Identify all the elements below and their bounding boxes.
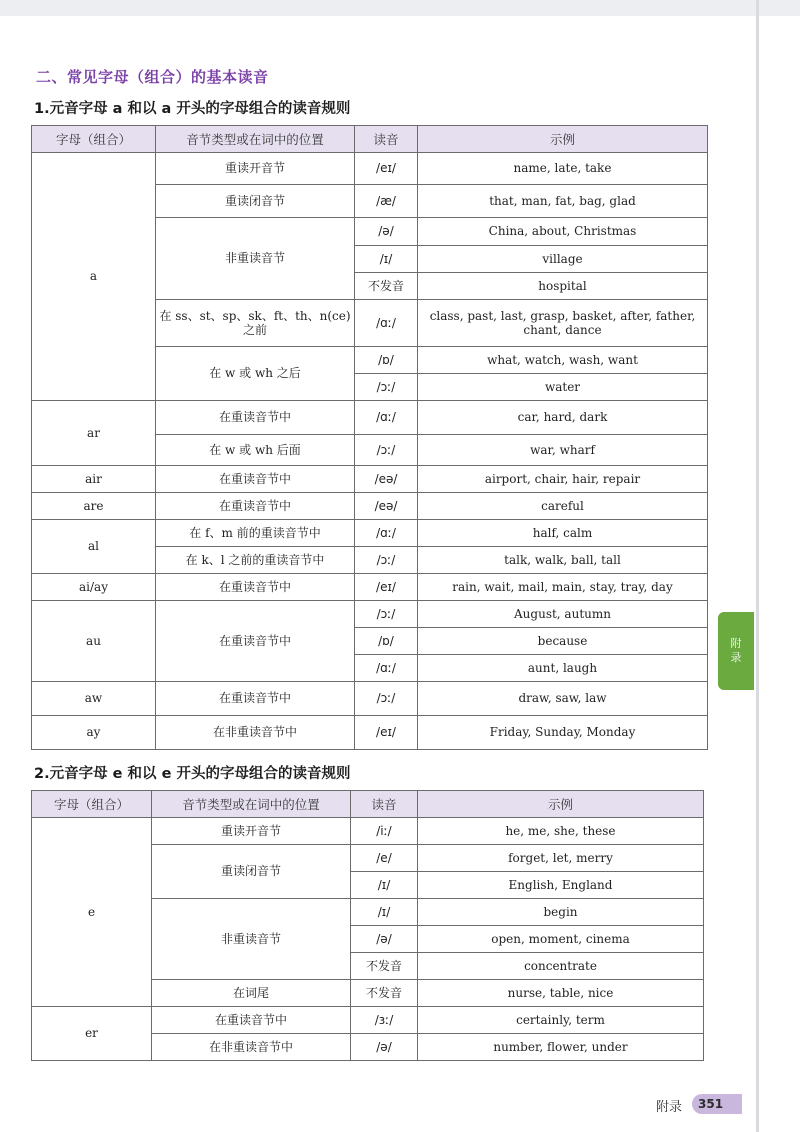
example-cell: he, me, she, these	[418, 818, 704, 845]
position-cell: 重读闭音节	[156, 185, 355, 218]
example-cell: class, past, last, grasp, basket, after, father, chant, dance	[418, 300, 708, 347]
letter-cell: a	[32, 153, 156, 401]
pronunciation-cell: 不发音	[355, 273, 418, 300]
position-cell: 非重读音节	[152, 899, 351, 980]
pronunciation-cell: /ɔː/	[355, 682, 418, 716]
position-cell: 在 w 或 wh 之后	[156, 347, 355, 401]
example-cell: because	[418, 628, 708, 655]
example-cell: aunt, laugh	[418, 655, 708, 682]
pronunciation-cell: /eə/	[355, 493, 418, 520]
pronunciation-cell: /ɔː/	[355, 601, 418, 628]
header-pronunciation: 读音	[355, 126, 418, 153]
example-cell: certainly, term	[418, 1007, 704, 1034]
pronunciation-cell: /ɔː/	[355, 547, 418, 574]
example-cell: airport, chair, hair, repair	[418, 466, 708, 493]
example-cell: August, autumn	[418, 601, 708, 628]
pronunciation-cell: /ə/	[351, 1034, 418, 1061]
position-cell: 非重读音节	[156, 218, 355, 300]
pronunciation-cell: /ɑː/	[355, 520, 418, 547]
example-cell: war, wharf	[418, 435, 708, 466]
example-cell: nurse, table, nice	[418, 980, 704, 1007]
pronunciation-cell: /ɑː/	[355, 300, 418, 347]
letter-cell: ar	[32, 401, 156, 466]
letter-cell: ay	[32, 716, 156, 750]
pronunciation-cell: /iː/	[351, 818, 418, 845]
footer-label: 附录	[656, 1100, 683, 1115]
example-cell: begin	[418, 899, 704, 926]
page-number: 351	[692, 1094, 742, 1114]
position-cell: 在词尾	[152, 980, 351, 1007]
pronunciation-cell: /ɒ/	[355, 347, 418, 374]
position-cell: 重读闭音节	[152, 845, 351, 899]
pronunciation-cell: /ɑː/	[355, 401, 418, 435]
pronunciation-cell: /ə/	[355, 218, 418, 246]
example-cell: half, calm	[418, 520, 708, 547]
letter-cell: aw	[32, 682, 156, 716]
letter-cell: al	[32, 520, 156, 574]
pronunciation-cell: /ɔː/	[355, 435, 418, 466]
pronunciation-cell: /e/	[351, 845, 418, 872]
letter-cell: ai/ay	[32, 574, 156, 601]
position-cell: 在 ss、st、sp、sk、ft、th、n(ce) 之前	[156, 300, 355, 347]
pronunciation-cell: /ə/	[351, 926, 418, 953]
header-position: 音节类型或在词中的位置	[152, 791, 351, 818]
example-cell: English, England	[418, 872, 704, 899]
pronunciation-cell: /eɪ/	[355, 716, 418, 750]
position-cell: 在 k、l 之前的重读音节中	[156, 547, 355, 574]
table-row	[32, 716, 708, 750]
position-cell: 在非重读音节中	[156, 716, 355, 750]
table-1-header-row	[32, 126, 708, 153]
pronunciation-cell: /ɪ/	[351, 899, 418, 926]
page-edge	[756, 0, 759, 1132]
example-cell: draw, saw, law	[418, 682, 708, 716]
example-cell: name, late, take	[418, 153, 708, 185]
pronunciation-cell: 不发音	[351, 980, 418, 1007]
example-cell: careful	[418, 493, 708, 520]
letter-cell: are	[32, 493, 156, 520]
table-row	[32, 682, 708, 716]
pronunciation-cell: /ɒ/	[355, 628, 418, 655]
example-cell: open, moment, cinema	[418, 926, 704, 953]
example-cell: water	[418, 374, 708, 401]
example-cell: rain, wait, mail, main, stay, tray, day	[418, 574, 708, 601]
pronunciation-cell: /ɑː/	[355, 655, 418, 682]
header-position: 音节类型或在词中的位置	[156, 126, 355, 153]
appendix-side-tab	[718, 612, 754, 690]
table-1-pronunciation-a	[31, 125, 708, 750]
table-row	[32, 401, 708, 435]
table-row	[32, 1007, 704, 1034]
example-cell: forget, let, merry	[418, 845, 704, 872]
position-cell: 在重读音节中	[156, 493, 355, 520]
header-example: 示例	[418, 126, 708, 153]
position-cell: 在 f、m 前的重读音节中	[156, 520, 355, 547]
position-cell: 在重读音节中	[156, 574, 355, 601]
table-2-title: 2.元音字母 e 和以 e 开头的字母组合的读音规则	[34, 766, 351, 782]
example-cell: number, flower, under	[418, 1034, 704, 1061]
table-row	[32, 574, 708, 601]
table-row	[32, 153, 708, 185]
position-cell: 在重读音节中	[152, 1007, 351, 1034]
header-letter: 字母（组合）	[32, 791, 152, 818]
header-pronunciation: 读音	[351, 791, 418, 818]
pronunciation-cell: /eɪ/	[355, 574, 418, 601]
pronunciation-cell: /ɪ/	[351, 872, 418, 899]
pronunciation-cell: /ɔː/	[355, 374, 418, 401]
table-1-title: 1.元音字母 a 和以 a 开头的字母组合的读音规则	[34, 101, 351, 117]
position-cell: 在重读音节中	[156, 601, 355, 682]
position-cell: 在重读音节中	[156, 401, 355, 435]
table-row	[32, 601, 708, 628]
table-row	[32, 493, 708, 520]
table-row	[32, 818, 704, 845]
header-example: 示例	[418, 791, 704, 818]
example-cell: village	[418, 246, 708, 273]
side-tab-label: 附录	[730, 637, 742, 664]
position-cell: 在重读音节中	[156, 466, 355, 493]
letter-cell: air	[32, 466, 156, 493]
table-row	[32, 466, 708, 493]
pronunciation-cell: /ɪ/	[355, 246, 418, 273]
example-cell: car, hard, dark	[418, 401, 708, 435]
pronunciation-cell: /ɜː/	[351, 1007, 418, 1034]
letter-cell: au	[32, 601, 156, 682]
example-cell: hospital	[418, 273, 708, 300]
example-cell: Friday, Sunday, Monday	[418, 716, 708, 750]
position-cell: 在 w 或 wh 后面	[156, 435, 355, 466]
example-cell: concentrate	[418, 953, 704, 980]
section-title: 二、常见字母（组合）的基本读音	[36, 68, 269, 86]
pronunciation-cell: /æ/	[355, 185, 418, 218]
position-cell: 重读开音节	[152, 818, 351, 845]
pronunciation-cell: /eɪ/	[355, 153, 418, 185]
example-cell: that, man, fat, bag, glad	[418, 185, 708, 218]
top-band	[0, 0, 800, 16]
position-cell: 在重读音节中	[156, 682, 355, 716]
table-row	[32, 520, 708, 547]
table-2-header-row	[32, 791, 704, 818]
letter-cell: er	[32, 1007, 152, 1061]
example-cell: talk, walk, ball, tall	[418, 547, 708, 574]
example-cell: what, watch, wash, want	[418, 347, 708, 374]
table-2-pronunciation-e	[31, 790, 704, 1061]
pronunciation-cell: /eə/	[355, 466, 418, 493]
position-cell: 重读开音节	[156, 153, 355, 185]
pronunciation-cell: 不发音	[351, 953, 418, 980]
example-cell: China, about, Christmas	[418, 218, 708, 246]
header-letter: 字母（组合）	[32, 126, 156, 153]
position-cell: 在非重读音节中	[152, 1034, 351, 1061]
letter-cell: e	[32, 818, 152, 1007]
